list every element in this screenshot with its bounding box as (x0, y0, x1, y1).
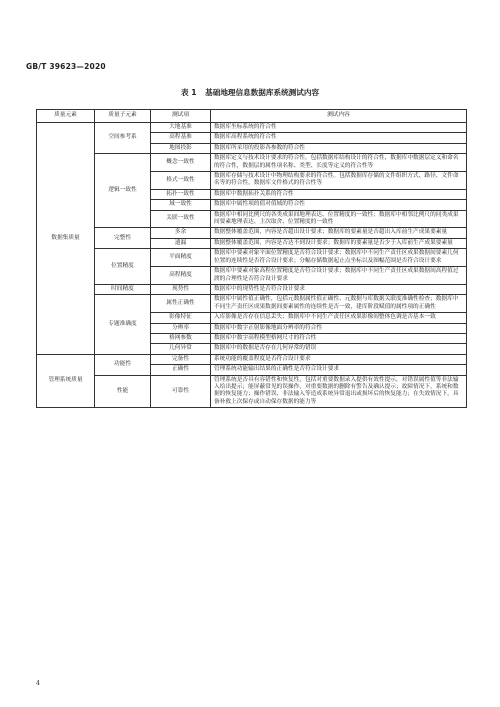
test-item: 高程精度 (151, 267, 211, 285)
sub-position: 位置精度 (95, 249, 151, 285)
test-content-table (36, 109, 467, 408)
test-item: 可靠性 (151, 375, 211, 408)
table-row (37, 154, 467, 172)
test-content: 数据库定义与技术设计要求的符合性。包括数据库结构设计的符合性，数据库中数据层定义和命名的符合性，数据层的属性项名称、类型、长度等定义的符合性等 (211, 154, 467, 172)
test-content: 数据整体覆盖范围，内容是否达不到设计要求；数据库的要素量是否少于入库前生产成果要素量 (211, 238, 467, 248)
table-row (37, 354, 467, 364)
test-content: 数据库所采用的投影各参数的符合性 (211, 143, 467, 153)
test-content: 管理系统功能输出结果的正确性是否符合设计要求 (211, 365, 467, 375)
test-item: 格网参数 (151, 333, 211, 343)
test-content: 数据整体覆盖范围，内容是否超出设计要求；数据库的要素量是否超出入库前生产成果要素量 (211, 228, 467, 238)
test-item: 完备性 (151, 354, 211, 364)
test-item: 地图投影 (151, 143, 211, 153)
test-content: 数据库中属性项的值对值域的符合性 (211, 200, 467, 210)
test-item: 属性正确性 (151, 295, 211, 313)
test-item: 影像特征 (151, 313, 211, 323)
sub-functional: 功能性 (95, 354, 151, 375)
sub-time: 时间精度 (95, 284, 151, 294)
col-header-content: 测试内容 (211, 110, 467, 123)
test-content: 数据库中相同比例尺的各类成果间地理表达、位置精度的一致性；数据库中相邻比例尺的同类成果间要素地理表达、主次取舍、位置精度的一致性 (211, 210, 467, 228)
col-header-sub: 质量子元素 (95, 110, 151, 123)
test-item: 几何异常 (151, 344, 211, 354)
col-header-item: 测试项 (151, 110, 211, 123)
test-content: 数据库中数字高程模型格网尺寸的符合性 (211, 333, 467, 343)
test-item: 现势性 (151, 284, 211, 294)
sub-thematic: 专题准确度 (95, 295, 151, 354)
test-content: 数据库中数据拓扑关系的符合性 (211, 189, 467, 199)
sub-completeness: 完整性 (95, 228, 151, 249)
test-item: 分辨率 (151, 323, 211, 333)
table-row (37, 375, 467, 408)
test-item: 平面精度 (151, 249, 211, 267)
table-row (37, 228, 467, 238)
standard-code: GB/T 39623—2020 (26, 62, 106, 71)
table-title-text: 基础地理信息数据库系统测试内容 (205, 88, 320, 97)
table-row (37, 284, 467, 294)
test-item: 高程基准 (151, 133, 211, 143)
element-management-quality: 管理系统质量 (37, 354, 95, 407)
test-content: 数据库中要素对象高程位置精度是否符合设计要求；数据库中不同生产责任区成果数据间高程值过渡的合理性是否符合设计要求 (211, 267, 467, 285)
test-content: 数据库中数字正射影像地面分辨率的符合性 (211, 323, 467, 333)
test-item: 遗漏 (151, 238, 211, 248)
test-content: 数据库中属性值正确性，包括元数据属性值正确性、元数据与库数据关联度准确性检查；数据库中不同生产责任区成果数据间要素属性的连续性是否一致，建库阶段赋值的属性项的正确性 (211, 295, 467, 313)
test-content: 数据库中的现势性是否符合设计要求 (211, 284, 467, 294)
sub-performance: 性能 (95, 375, 151, 408)
test-item: 大地基准 (151, 123, 211, 133)
test-content: 管理系统是否具有容错性和恢复性，包括对重要数据录入提供有效性提示，对错误属性值等非法输入给出提示；能屏蔽常见的误操作，对重要数据的删除有警告及确认提示；故障情况下，系统和数据的恢复能力；操作错误、非法输入等造成系统异常退出或损坏后的恢复能力；在失效情况下，具备补救上次保存或自动保存数据的能力等 (211, 375, 467, 408)
test-item: 拓扑一致性 (151, 189, 211, 199)
test-item: 正确性 (151, 365, 211, 375)
test-content: 数据库高程系统的符合性 (211, 133, 467, 143)
sub-logical: 逻辑一致性 (95, 154, 151, 228)
test-content: 数据库坐标系统的符合性 (211, 123, 467, 133)
page-number: 4 (36, 680, 40, 687)
test-item: 关联一致性 (151, 210, 211, 228)
test-item: 域一致性 (151, 200, 211, 210)
test-item: 格式一致性 (151, 172, 211, 190)
test-content: 数据库中的数据是否存在几何异常的错误 (211, 344, 467, 354)
test-content: 数据库存储与技术设计中物理结构要求的符合性。包括数据库存储的文件组织方式、路径、文件命名等的符合性，数据库文件格式的符合性等 (211, 172, 467, 190)
test-content: 数据库中要素对象平面位置精度是否符合设计要求；数据库中不同生产责任区成果数据间要素几何位置的连续性是否符合设计要求；分幅存储数据起止点坐标以及图幅范围是否符合设计要求 (211, 249, 467, 267)
table-row (37, 249, 467, 267)
test-item: 多余 (151, 228, 211, 238)
test-content: 系统功能的覆盖程度是否符合设计要求 (211, 354, 467, 364)
table-label: 表 1 (180, 88, 197, 97)
element-dataset-quality: 数据集质量 (37, 123, 95, 355)
table-row (37, 123, 467, 133)
table-title (0, 87, 500, 98)
test-content: 入库影像是否存在信息丢失；数据库中不同生产责任区成果影像间整体色调是否基本一致 (211, 313, 467, 323)
table-row (37, 295, 467, 313)
col-header-element: 质量元素 (37, 110, 95, 123)
sub-spatial-ref: 空间参考系 (95, 123, 151, 154)
table-header-row (37, 110, 467, 123)
test-item: 概念一致性 (151, 154, 211, 172)
